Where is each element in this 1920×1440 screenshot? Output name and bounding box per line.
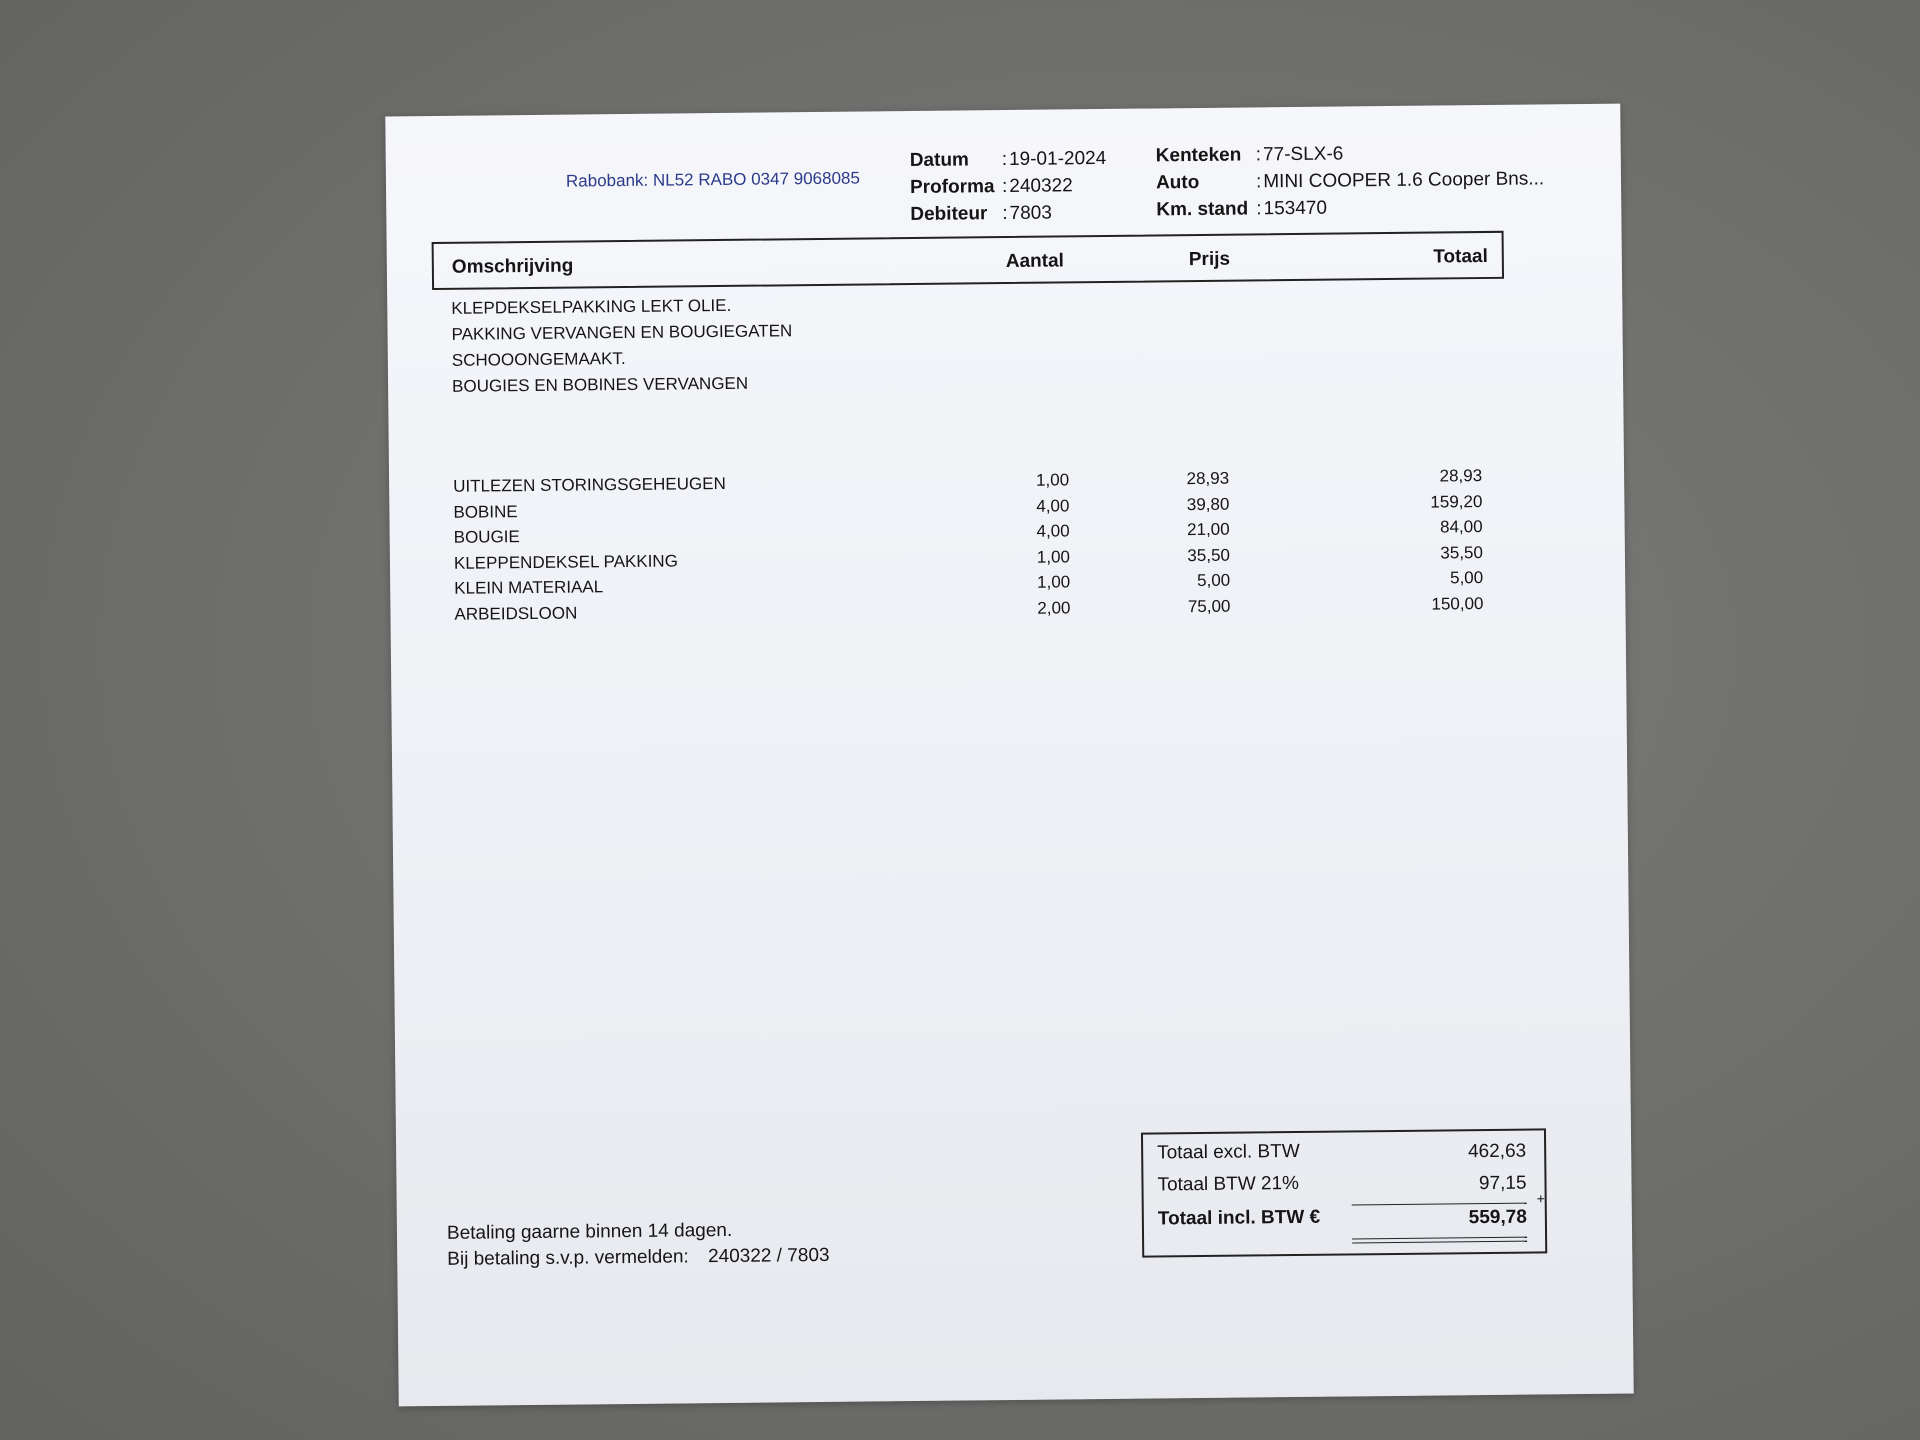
meta-row-car [1156,165,1544,196]
plus-sign: + [1536,1190,1545,1207]
invoice-document [385,104,1633,1407]
meta-key: Proforma [909,175,995,198]
invoice-meta-right [1156,138,1545,223]
item-name: KLEIN MATERIAAL [454,577,604,598]
column-header [432,231,1504,290]
meta-key: Debiteur [910,202,988,225]
double-underline-top [1352,1237,1527,1240]
total-incl-vat-row [1158,1205,1531,1237]
item-price: 21,00 [1187,519,1230,540]
work-description [451,292,793,400]
item-price: 35,50 [1187,545,1231,565]
item-total: 35,50 [1440,542,1483,562]
item-quantity: 4,00 [1036,521,1070,541]
item-total: 159,20 [1430,491,1483,512]
payment-reference: 240322 / 7803 [707,1244,830,1268]
meta-key: Datum [909,148,969,171]
description-line: KLEPDEKSELPAKKING LEKT OLIE. [451,295,732,318]
meta-value: MINI COOPER 1.6 Cooper Bns... [1263,167,1545,192]
item-total: 28,93 [1439,466,1483,486]
invoice-meta-left [910,145,1107,228]
description-line: BOUGIES EN BOBINES VERVANGEN [452,373,749,396]
meta-value: 240322 [1009,174,1073,197]
payment-note [447,1217,830,1273]
item-quantity: 4,00 [1036,495,1070,516]
item-price: 75,00 [1187,596,1231,616]
line-items [447,463,1499,627]
meta-separator: : [1001,175,1008,197]
total-incl-vat-label: Totaal incl. BTW € [1157,1206,1321,1230]
double-underline-bottom [1352,1241,1527,1244]
item-name: BOBINE [453,501,518,522]
payment-reference-line [447,1243,830,1273]
meta-value: 77-SLX-6 [1262,142,1344,165]
item-price: 5,00 [1196,570,1231,591]
meta-separator: : [1256,197,1262,219]
column-description: Omschrijving [451,255,574,278]
meta-value: 19-01-2024 [1008,147,1107,170]
meta-separator: : [1255,170,1262,192]
meta-row-date [910,145,1107,174]
meta-value: 153470 [1263,197,1328,219]
total-excl-vat-value: 462,63 [1467,1140,1527,1163]
column-total: Totaal [1433,245,1488,268]
item-name: KLEPPENDEKSEL PAKKING [453,550,678,573]
description-line: PAKKING VERVANGEN EN BOUGIEGATEN [451,321,793,344]
item-total: 150,00 [1431,593,1484,614]
description-line: SCHOOONGEMAAKT. [451,348,626,370]
meta-row-license-plate [1156,138,1544,169]
item-quantity: 1,00 [1036,546,1071,567]
total-incl-vat-value: 559,78 [1468,1206,1527,1229]
vat-row [1157,1171,1530,1203]
meta-key: Auto [1155,171,1200,193]
item-total: 5,00 [1449,568,1484,588]
meta-row-debtor [910,199,1107,228]
vat-value: 97,15 [1478,1172,1527,1195]
item-quantity: 1,00 [1035,470,1070,490]
item-price: 28,93 [1186,468,1230,489]
item-price: 39,80 [1186,494,1230,514]
total-excl-vat-label: Totaal excl. BTW [1157,1140,1300,1164]
payment-term: Betaling gaarne binnen 14 dagen. [446,1219,733,1244]
meta-separator: : [1255,143,1262,165]
payment-reference-label: Bij betaling s.v.p. vermelden: [447,1246,689,1270]
meta-separator: : [1001,148,1008,170]
totals-box [1141,1128,1547,1257]
item-name: BOUGIE [453,527,520,547]
item-name: ARBEIDSLOON [454,603,578,624]
meta-key: Km. stand [1156,197,1249,220]
item-quantity: 2,00 [1037,597,1071,618]
meta-separator: : [1002,202,1008,224]
meta-row-mileage [1156,192,1544,223]
item-name: UITLEZEN STORINGSGEHEUGEN [453,473,726,496]
total-excl-vat-row [1157,1139,1530,1171]
item-total: 84,00 [1439,517,1483,537]
column-price: Prijs [1188,248,1231,271]
meta-row-proforma [910,172,1107,201]
meta-key: Kenteken [1155,144,1242,166]
item-quantity: 1,00 [1036,572,1071,592]
vat-label: Totaal BTW 21% [1157,1172,1300,1196]
bank-account: Rabobank: NL52 RABO 0347 9068085 [565,168,861,191]
meta-value: 7803 [1009,202,1052,224]
column-quantity: Aantal [1005,250,1065,273]
